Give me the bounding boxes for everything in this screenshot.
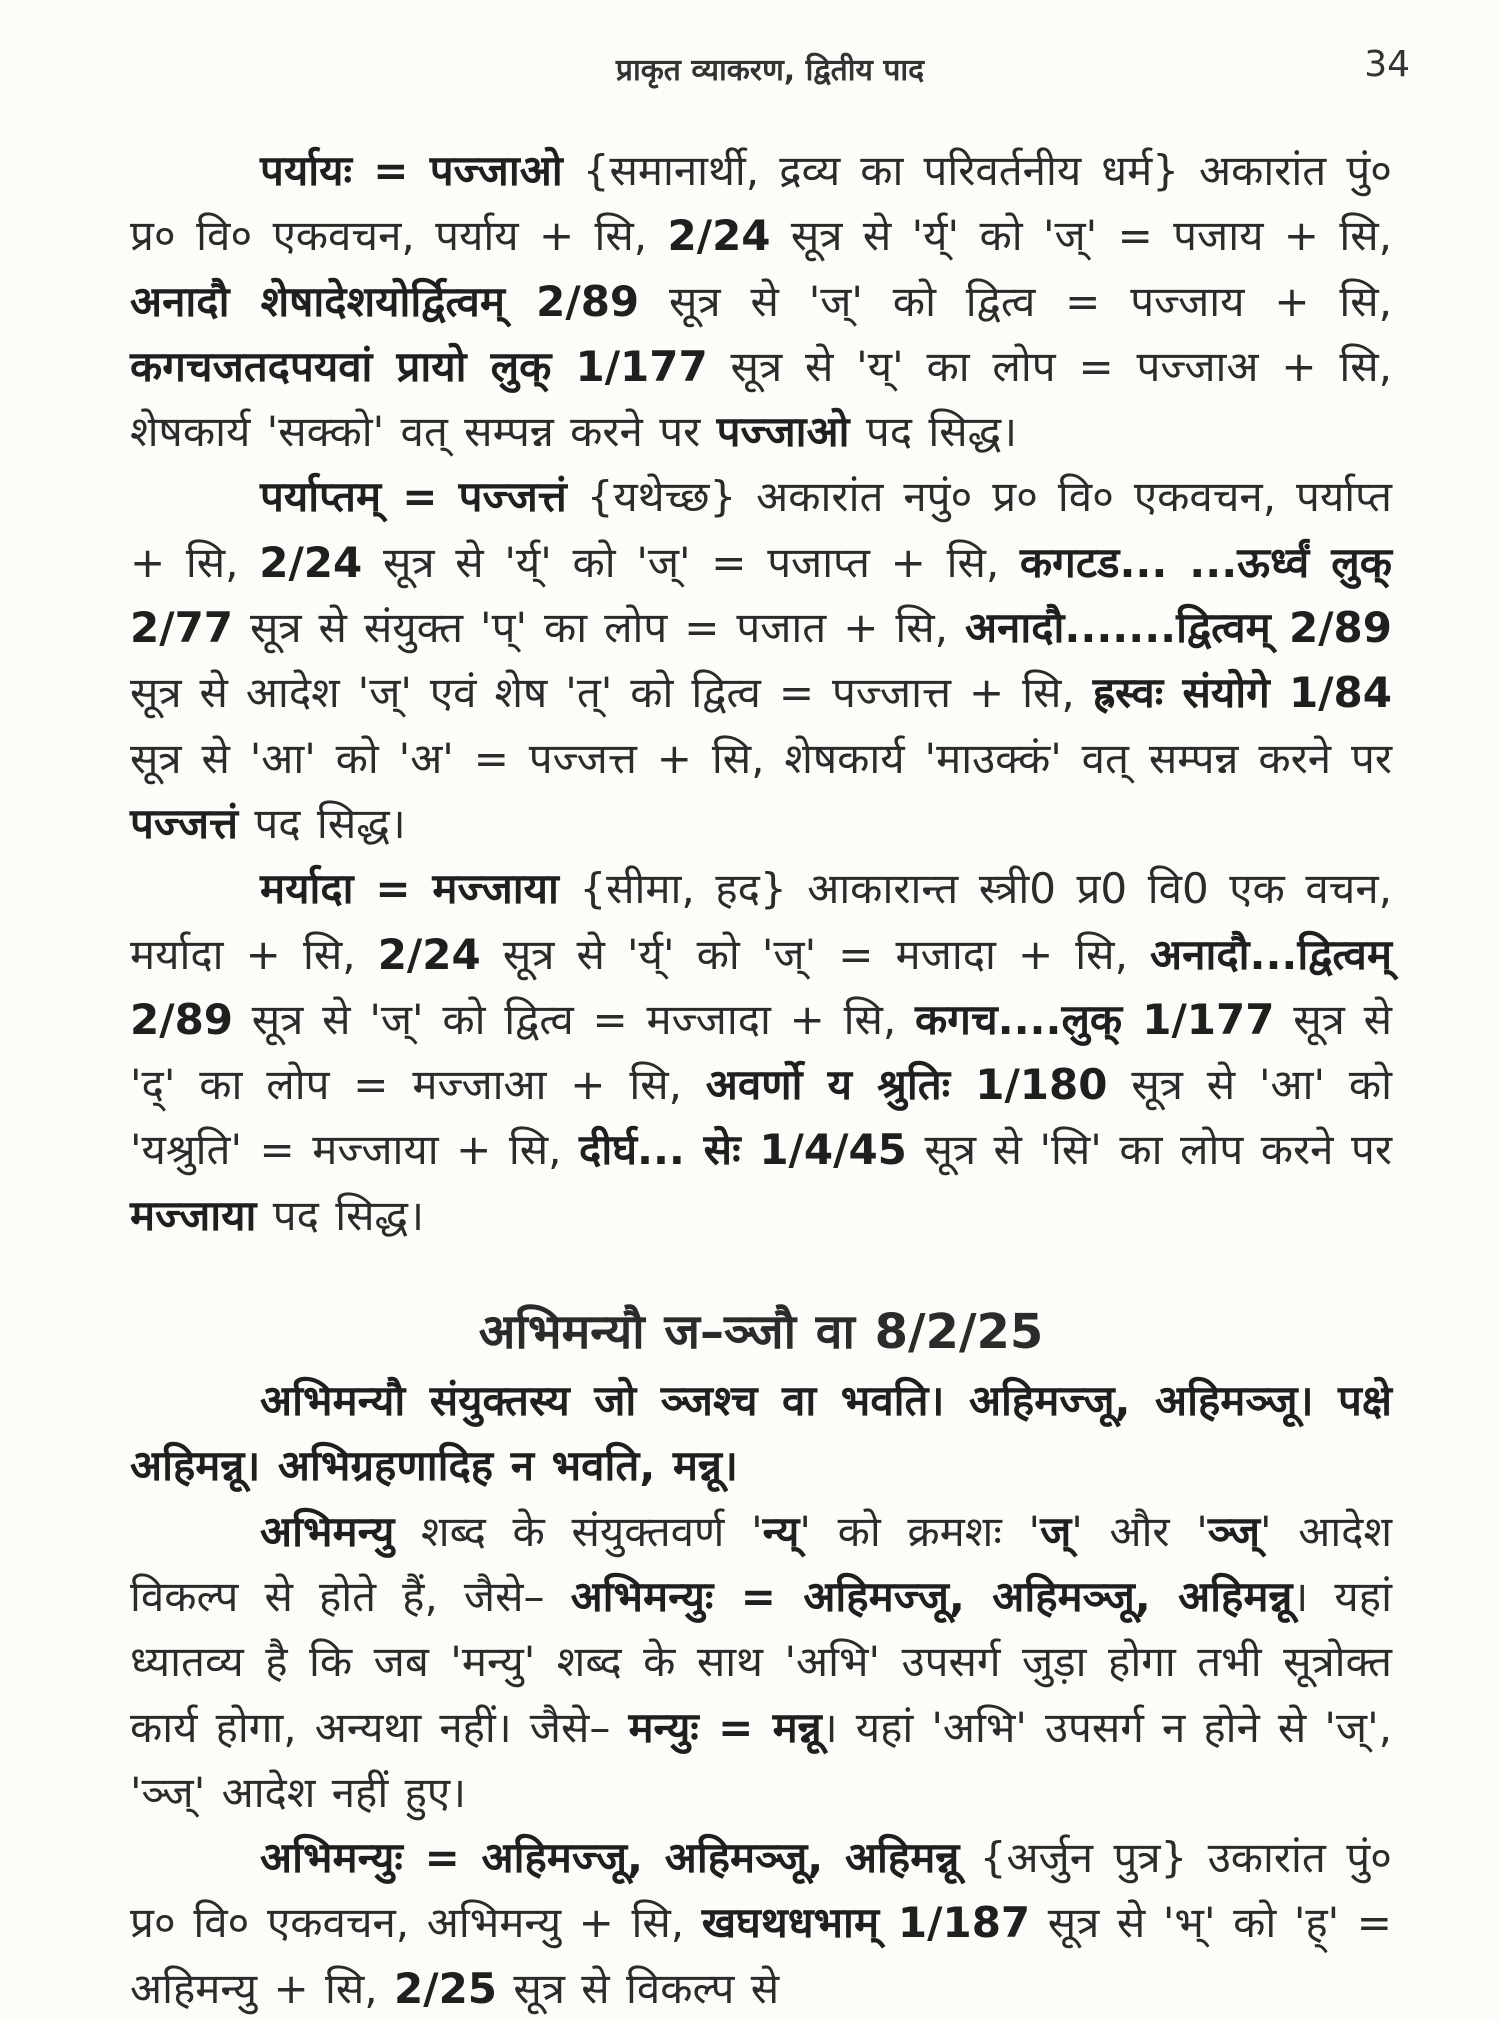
sutra-heading: अभिमन्यौ ज–ञ्जौ वा 8/2/25 <box>478 1304 1044 1361</box>
text-run: सूत्र से संयुक्त 'प्' का लोप = पजात + सि, <box>233 603 965 653</box>
text-run: ' आदेश विकल्प से होते हैं, जैसे– <box>130 1506 1393 1621</box>
text-run: सूत्र से 'आ' को 'यश्रुति' = मज्जाया + सि, <box>130 1060 1392 1175</box>
bold-term: अवर्णो य श्रुतिः 1/180 <box>705 1060 1108 1110</box>
bold-term: पज्जत्तं <box>130 798 239 848</box>
text-run: शब्द के संयुक्तवर्ण ' <box>394 1506 763 1556</box>
text-run: सूत्र से आदेश 'ज्' एवं शेष 'त्' को द्वित्व = पज्जात्त + सि, <box>130 668 1093 718</box>
page-body <box>130 138 1392 2021</box>
text-run: सूत्र से विकल्प से <box>497 1963 780 2013</box>
bold-term: अनादौ शेषादेशयोर्द्वित्वम् 2/89 <box>130 276 640 326</box>
sutra-explanation <box>130 1499 1392 1825</box>
bold-term: खघथधभाम् 1/187 <box>701 1898 1031 1948</box>
text-run: सूत्र से 'ज्' को द्वित्व = पज्जाय + सि, <box>639 276 1393 326</box>
text-run: । यहां ध्यातव्य है कि जब 'मन्यु' शब्द के साथ 'अभि' उपसर्ग जुड़ा होगा तभी सूत्रोक्त कार्य होगा, अन्यथा नहीं। जैसे– <box>130 1571 1392 1752</box>
text-run: सूत्र से 'द्' का लोप = मज्जाआ + सि, <box>130 994 1392 1110</box>
text-run: सूत्र से 'आ' को 'अ' = पज्जत्त + सि, शेषकार्य 'माउक्कं' वत् सम्पन्न करने पर <box>130 733 1392 783</box>
bold-term: ञ्ज् <box>1207 1506 1260 1556</box>
page-header <box>130 40 1410 100</box>
text-run: ' और ' <box>1071 1506 1208 1556</box>
running-title: प्राकृत व्याकरण, द्वितीय पाद <box>615 53 925 88</box>
entry-abhimanyu <box>130 1825 1392 2021</box>
text-run: सूत्र से 'य्' का लोप = पज्जाअ + सि, शेषकार्य 'सक्को' वत् सम्पन्न करने पर <box>130 341 1392 457</box>
text-run: सूत्र से 'ज्' को द्वित्व = मज्जादा + सि, <box>233 994 916 1044</box>
bold-term: अभिमन्यु <box>260 1506 395 1556</box>
bold-term: कगच....लुक् 1/177 <box>915 994 1275 1044</box>
bold-term: अभिमन्युः = अहिमज्जू, अहिमञ्जू, अहिमन्नू <box>260 1833 960 1883</box>
bold-term: अभिमन्युः = अहिमज्जू, अहिमञ्जू, अहिमन्नू <box>570 1571 1293 1621</box>
entry-paryapta <box>130 464 1392 856</box>
bold-term: 2/24 <box>377 929 481 979</box>
text-run: सूत्र से 'र्य्' को 'ज्' = पजाप्त + सि, <box>362 537 1020 587</box>
text-run: पद सिद्ध। <box>849 407 1018 457</box>
bold-term: पर्याप्तम् = पज्जत्तं <box>260 472 567 522</box>
bold-term: पज्जाओ <box>716 407 850 457</box>
text-run: । यहां 'अभि' उपसर्ग न होने से 'ज्', 'ञ्ज्' आदेश नहीं हुए। <box>130 1702 1392 1817</box>
bold-term: 2/25 <box>394 1963 498 2013</box>
text-run: सूत्र से 'र्य्' को 'ज्' = मजादा + सि, <box>480 929 1151 979</box>
bold-term: मर्यादा = मज्जाया <box>260 864 559 914</box>
bold-term: न्य् <box>762 1506 800 1556</box>
bold-term: अभिमन्यौ संयुक्तस्य जो ञ्जश्च वा भवति। अहिमज्जू, अहिमञ्जू। पक्षे अहिमन्नू। अभिग्रहणादिह न भवति, मन्नू। <box>130 1376 1392 1491</box>
bold-term: 2/24 <box>259 537 363 587</box>
bold-term: ज् <box>1040 1506 1072 1556</box>
bold-term: पर्यायः = पज्जाओ <box>260 146 563 195</box>
text-run: {यथेच्छ} अकारांत नपुं० प्र० वि० एकवचन, पर्याप्त + सि, <box>130 472 1392 587</box>
text-run: सूत्र से 'सि' का लोप करने पर <box>906 1125 1392 1175</box>
bold-term: 2/24 <box>667 211 771 261</box>
text-run: {अर्जुन पुत्र} उकारांत पुं० प्र० वि० एकवचन, अभिमन्यु + सि, <box>130 1833 1392 1948</box>
entry-maryada <box>130 856 1392 1248</box>
entry-paryaya <box>130 138 1392 464</box>
bold-term: मन्युः = मन्नू <box>628 1702 822 1752</box>
bold-term: अनादौ...द्वित्वम् 2/89 <box>130 929 1392 1044</box>
bold-term: अनादौ.......द्वित्वम् 2/89 <box>964 603 1392 653</box>
sutra-text <box>130 1368 1392 1499</box>
text-run: पद सिद्ध। <box>256 1190 425 1240</box>
text-run: {समानार्थी, द्रव्य का परिवर्तनीय धर्म} अकारांत पुं० प्र० वि० एकवचन, पर्याय + सि, <box>130 146 1393 261</box>
bold-term: मज्जाया <box>130 1190 257 1240</box>
bold-term: कगटड... ...ऊर्ध्वं लुक् 2/77 <box>130 537 1392 653</box>
bold-term: कगचजतदपयवां प्रायो लुक् 1/177 <box>130 341 708 391</box>
text-run: सूत्र से 'र्य्' को 'ज्' = पजाय + सि, <box>770 211 1393 261</box>
text-run: {सीमा, हद} आकारान्त स्त्री0 प्र0 वि0 एक वचन, मर्यादा + सि, <box>130 864 1392 979</box>
text-run: पद सिद्ध। <box>238 798 406 848</box>
text-run: ' को क्रमशः ' <box>799 1506 1041 1556</box>
bold-term: ह्रस्वः संयोगे 1/84 <box>1092 668 1392 718</box>
bold-term: दीर्घ... सेः 1/4/45 <box>579 1125 907 1175</box>
text-run: सूत्र से 'भ्' को 'ह्' = अहिमन्यु + सि, <box>130 1898 1392 2013</box>
page-number: 34 <box>1364 44 1410 85</box>
